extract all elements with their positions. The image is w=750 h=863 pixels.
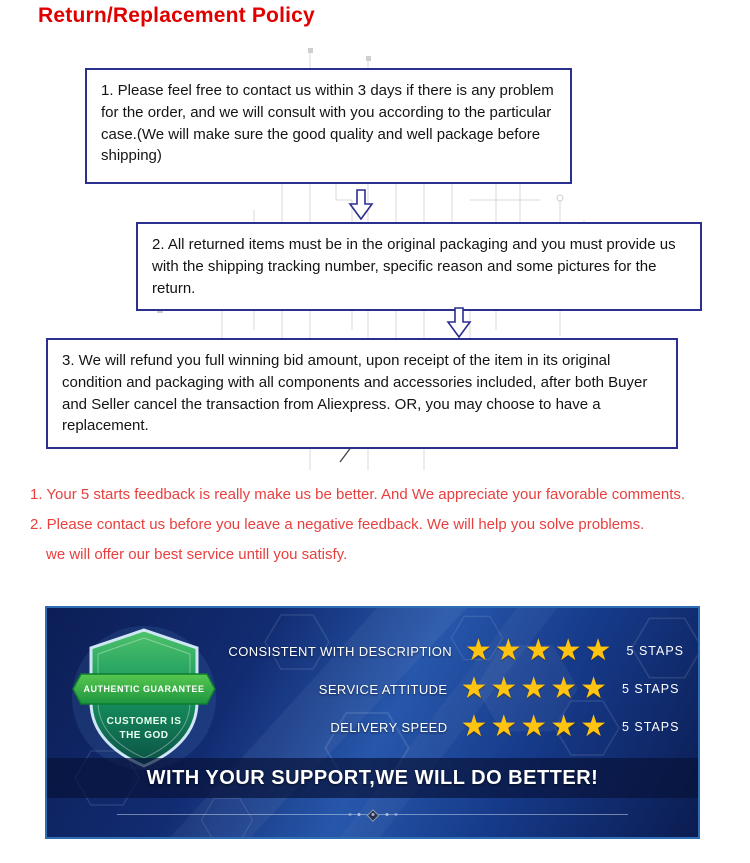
shield-line1-text: CUSTOMER IS [106,716,182,727]
guarantee-shield-badge [69,620,219,780]
five-stars-icon: ★★★★★ [460,672,610,705]
feedback-notes [30,484,685,574]
rating-score: 5 STAPS [622,720,680,734]
rating-row-description [228,632,684,670]
rating-score: 5 STAPS [622,682,680,696]
page-title: Return/Replacement Policy [38,4,315,27]
rating-label: SERVICE ATTITUDE [318,681,448,697]
flow-down-arrow-icon [348,189,374,221]
banner-footer-slogan: WITH YOUR SUPPORT,WE WILL DO BETTER! [47,758,698,798]
policy-step-box-3 [46,338,678,449]
feedback-note-2: 2. Please contact us before you leave a negative feedback. We will help you solve problems. [30,516,645,533]
rating-score: 5 STAPS [626,644,684,658]
five-stars-icon: ★★★★★ [465,634,615,667]
policy-step-box-1 [85,68,572,184]
rating-row-service [245,670,684,708]
flow-down-arrow-icon [446,307,472,339]
rating-rows [228,632,684,746]
decorative-divider [117,814,628,823]
shield-line2-text: THE GOD [119,730,169,741]
shield-icon [69,620,219,775]
shield-ribbon-text: AUTHENTIC GUARANTEE [83,684,205,694]
five-stars-icon: ★★★★★ [460,710,610,743]
rating-label: CONSISTENT WITH DESCRIPTION [228,643,453,659]
rating-banner [45,606,700,839]
policy-step-3-text: 3. We will refund you full winning bid amount, upon receipt of the item in its original condition and packaging with all components and accessories included, after both Buyer and Seller cancel the transaction from Aliexpress. OR, you may choose to have a replacement. [62,352,648,435]
policy-step-box-2 [136,222,702,311]
rating-row-delivery [245,708,684,746]
rating-label: DELIVERY SPEED [330,719,448,735]
feedback-note-3: we will offer our best service untill you satisfy. [46,546,348,563]
feedback-note-1: 1. Your 5 starts feedback is really make us be better. And We appreciate your favorable comments. [30,486,686,503]
policy-step-2-text: 2. All returned items must be in the original packaging and you must provide us with the shipping tracking number, specific reason and some pictures for the return. [152,236,676,297]
policy-step-1-text: 1. Please feel free to contact us within 3 days if there is any problem for the order, and we will consult with you according to the particular case.(We will make sure the good quality and well package before shipping) [101,82,554,165]
